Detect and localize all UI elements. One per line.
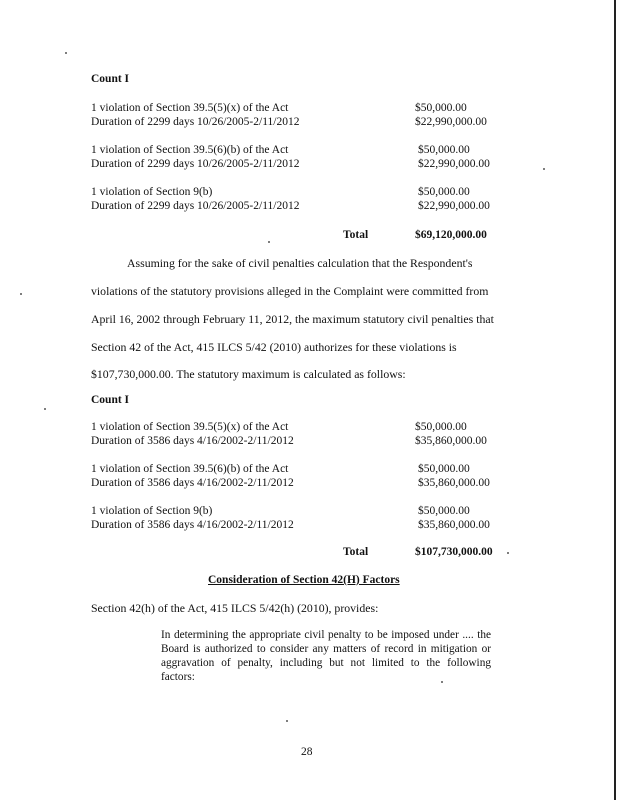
scan-speck <box>268 241 270 243</box>
violation-amount: $50,000.00 <box>415 102 467 114</box>
violation-line: 1 violation of Section 9(b) <box>91 186 213 198</box>
paragraph-line: Assuming for the sake of civil penalties calculation that the Respondent's <box>127 256 473 270</box>
violation-line: 1 violation of Section 39.5(6)(b) of the Act <box>91 144 289 156</box>
count-heading: Count I <box>91 73 130 85</box>
violation-amount: $50,000.00 <box>418 463 470 475</box>
duration-line: Duration of 3586 days 4/16/2002-2/11/2012 <box>91 477 294 489</box>
violation-line: 1 violation of Section 39.5(6)(b) of the Act <box>91 463 289 475</box>
scan-speck <box>441 681 443 683</box>
total-amount: $107,730,000.00 <box>415 546 493 558</box>
duration-line: Duration of 2299 days 10/26/2005-2/11/2012 <box>91 200 300 212</box>
violation-line: 1 violation of Section 9(b) <box>91 505 213 517</box>
paragraph-line: April 16, 2002 through February 11, 2012, the maximum statutory civil penalties that <box>91 312 494 326</box>
duration-line: Duration of 2299 days 10/26/2005-2/11/2012 <box>91 158 300 170</box>
duration-amount: $35,860,000.00 <box>418 477 490 489</box>
paragraph-line: violations of the statutory provisions alleged in the Complaint were committed from <box>91 284 489 298</box>
scan-speck <box>65 52 67 54</box>
duration-line: Duration of 2299 days 10/26/2005-2/11/2012 <box>91 116 300 128</box>
total-label: Total <box>343 546 369 558</box>
duration-line: Duration of 3586 days 4/16/2002-2/11/2012 <box>91 519 294 531</box>
scan-speck <box>44 408 46 410</box>
duration-amount: $22,990,000.00 <box>418 158 490 170</box>
provides-line: Section 42(h) of the Act, 415 ILCS 5/42(h) (2010), provides: <box>91 601 379 615</box>
duration-amount: $22,990,000.00 <box>418 200 490 212</box>
duration-amount: $35,860,000.00 <box>418 519 490 531</box>
scan-speck <box>286 720 288 722</box>
page-number: 28 <box>301 746 313 758</box>
section-heading: Consideration of Section 42(H) Factors <box>208 574 400 586</box>
scan-speck <box>20 293 22 295</box>
paragraph-line: $107,730,000.00. The statutory maximum is calculated as follows: <box>91 367 406 381</box>
total-amount: $69,120,000.00 <box>415 229 487 241</box>
violation-amount: $50,000.00 <box>418 186 470 198</box>
violation-amount: $50,000.00 <box>415 421 467 433</box>
violation-amount: $50,000.00 <box>418 144 470 156</box>
paragraph-line: Section 42 of the Act, 415 ILCS 5/42 (2010) authorizes for these violations is <box>91 340 457 354</box>
count-heading: Count I <box>91 394 130 406</box>
block-quote: In determining the appropriate civil penalty to be imposed under .... the Board is authorized to consider any matters of record in mitigation or aggravation of penalty, including but not limited to the following factors: <box>161 629 491 683</box>
scan-speck <box>507 552 509 554</box>
duration-amount: $35,860,000.00 <box>415 435 487 447</box>
total-label: Total <box>343 229 369 241</box>
violation-line: 1 violation of Section 39.5(5)(x) of the Act <box>91 102 289 114</box>
scan-speck <box>543 168 545 170</box>
duration-amount: $22,990,000.00 <box>415 116 487 128</box>
page-edge-rule <box>614 0 616 800</box>
violation-line: 1 violation of Section 39.5(5)(x) of the Act <box>91 421 289 433</box>
violation-amount: $50,000.00 <box>418 505 470 517</box>
duration-line: Duration of 3586 days 4/16/2002-2/11/2012 <box>91 435 294 447</box>
